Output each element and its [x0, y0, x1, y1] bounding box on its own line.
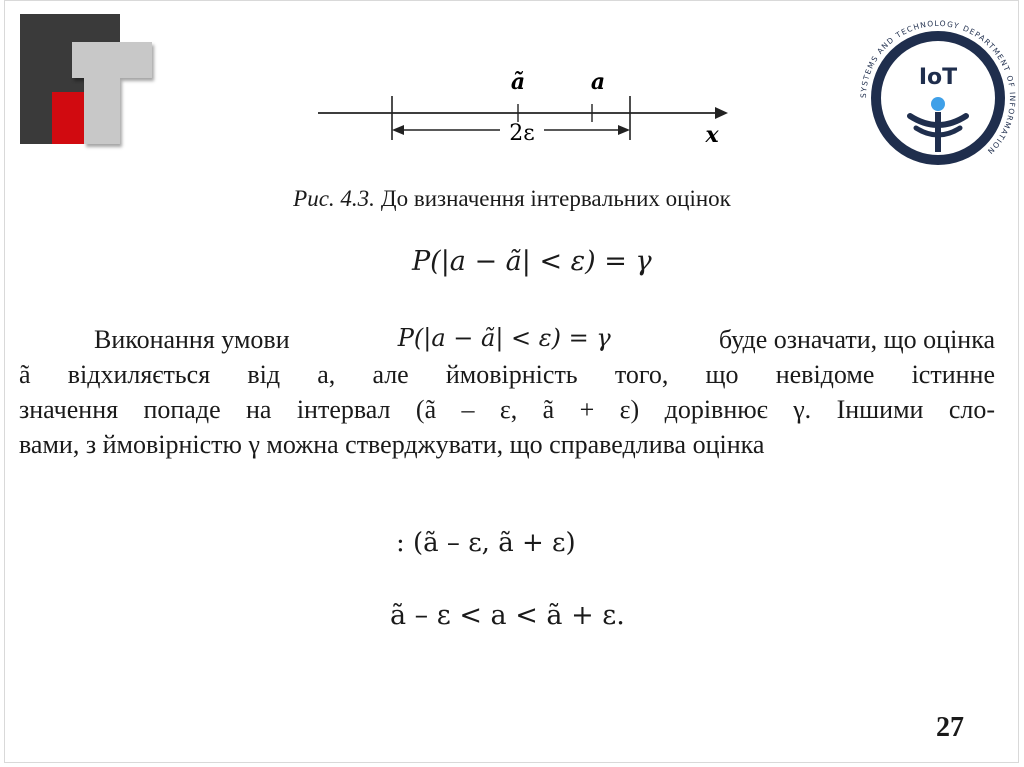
interval-diagram: [300, 58, 740, 158]
caption-number: Рис. 4.3.: [293, 186, 375, 211]
paragraph-line-4: вами, з ймовірністю γ можна стверджувати, що справедлива оцінка: [19, 430, 765, 460]
equation-probability: P(|a − ã| < ε) = γ: [412, 246, 652, 277]
figure-caption: [0, 186, 1024, 212]
axis-label: x: [705, 122, 719, 148]
paragraph-line-3: значення попаде на інтервал (ã – ε, ã + ε) дорівнює γ. Іншими сло-: [19, 395, 995, 425]
a-label: a: [590, 69, 606, 95]
caption-text: До визначення інтервальних оцінок: [380, 186, 731, 211]
interval-label: 2ε: [509, 121, 535, 146]
iot-label: IoT: [918, 65, 958, 90]
fit-logo: [20, 14, 160, 149]
seal-ring-text: SYSTEMS AND TECHNOLOGY DEPARTMENT OF INFORMATION: [858, 18, 1018, 157]
equation-interval: : (ã – ε, ã + ε): [396, 528, 576, 558]
paragraph-line-2: ã відхиляється від a, але ймовірність того, що невідоме істинне: [19, 360, 995, 390]
page-number: 27: [936, 712, 964, 743]
inline-formula: P(|a − ã| < ε) = γ: [397, 324, 611, 352]
iot-department-logo: [848, 8, 1024, 188]
paragraph-line-1: Виконання умови P(|a − ã| < ε) = γ буде означати, що оцінка: [19, 322, 995, 357]
a-tilde-label: ã: [510, 69, 526, 95]
main-paragraph: [19, 322, 995, 462]
equation-inequality: ã – ε < a < ã + ε.: [390, 600, 625, 631]
iot-dot-icon: [931, 97, 945, 111]
